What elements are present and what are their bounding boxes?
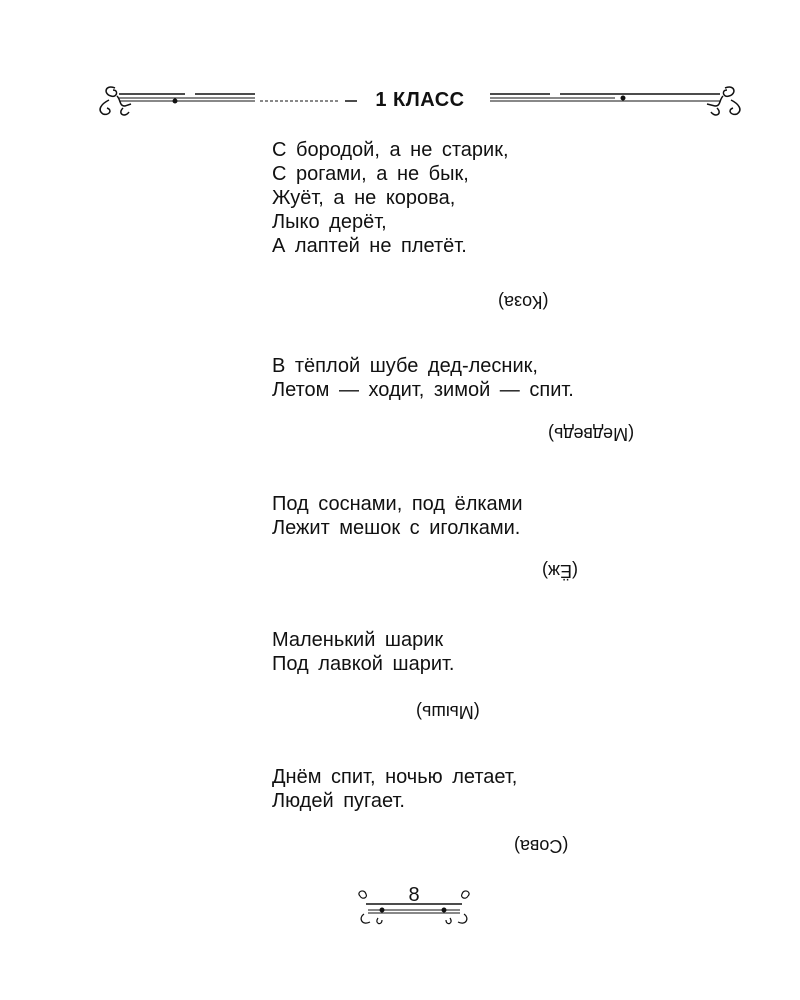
chapter-title: 1 КЛАСС <box>375 89 465 111</box>
riddle-answer-2: (Медведь) <box>548 424 635 444</box>
riddle-4 <box>272 628 692 676</box>
riddle-line: В тёплой шубе дед-лесник, <box>272 355 538 377</box>
chapter-header <box>95 70 745 130</box>
riddle-line: Маленький шарик <box>272 629 444 651</box>
riddle-answer-4: (Мышь) <box>416 702 480 722</box>
riddle-line: Жуёт, а не корова, <box>272 187 456 209</box>
riddle-line: Под лавкой шарит. <box>272 653 455 675</box>
riddle-1 <box>272 138 692 258</box>
riddle-5 <box>272 765 692 813</box>
riddle-line: А лаптей не плетёт. <box>272 235 467 257</box>
page-footer <box>354 880 474 930</box>
riddle-answer-5: (Сова) <box>514 836 569 856</box>
riddle-line: Летом — ходит, зимой — спит. <box>272 379 574 401</box>
riddle-answer-1: (Коза) <box>498 292 549 312</box>
riddle-line: Под соснами, под ёлками <box>272 493 523 515</box>
riddle-answer-3: (Ёж) <box>542 561 579 581</box>
riddle-line: Лыко дерёт, <box>272 211 387 233</box>
riddle-line: Лежит мешок с иголками. <box>272 517 521 539</box>
riddle-3 <box>272 492 692 540</box>
riddle-line: Днём спит, ночью летает, <box>272 766 518 788</box>
riddle-line: С бородой, а не старик, <box>272 139 509 161</box>
riddle-2 <box>272 354 692 402</box>
riddle-line: Людей пугает. <box>272 790 405 812</box>
page-number: 8 <box>408 884 420 906</box>
riddle-line: С рогами, а не бык, <box>272 163 469 185</box>
